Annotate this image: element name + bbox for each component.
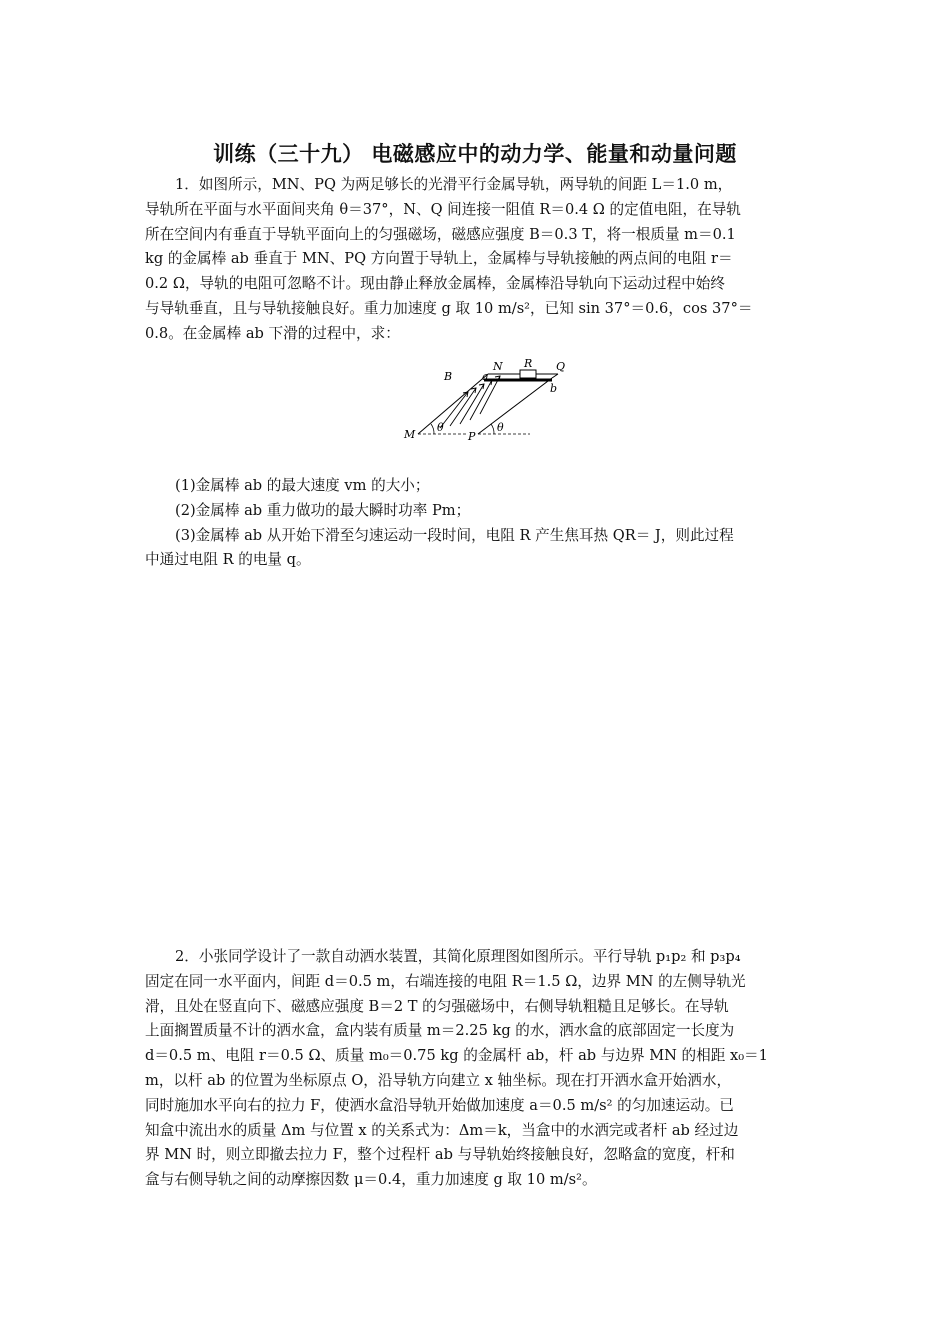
q1-sub-2: (2)金属棒 ab 重力做功的最大瞬时功率 Pm； [175,501,471,519]
q1-sub-3b: 中通过电阻 R 的电量 q。 [145,551,311,569]
q1-sub-1: (1)金属棒 ab 的最大速度 vm 的大小； [175,477,430,494]
q2-line-2: 固定在同一水平面内，间距 d＝0.5 m，右端连接的电阻 R＝1.5 Ω，边界 MN 的左侧导轨光 [145,972,746,990]
label-Q: Q [556,360,566,373]
q1-sub-3a: (3)金属棒 ab 从开始下滑至匀速运动一段时间，电阻 R 产生焦耳热 QR＝ J，则此过程 [175,526,734,544]
q1-line-4: kg 的金属棒 ab 垂直于 MN、PQ 方向置于导轨上，金属棒与导轨接触的两点间的电阻 r＝ [145,250,733,268]
q1-subquestions [145,474,807,573]
label-theta-2: θ [497,421,504,434]
label-M: M [404,428,416,441]
q2-line-4: 上面搁置质量不计的洒水盒，盒内装有质量 m＝2.25 kg 的水，洒水盒的底部固定一长度为 [145,1022,735,1040]
label-P: P [468,430,476,443]
q1-line-6: 与导轨垂直，且与导轨接触良好。重力加速度 g 取 10 m/s²，已知 sin 37°＝0.6，cos 37°＝ [145,299,753,317]
q2-line-1: 2．小张同学设计了一款自动洒水装置，其简化原理图如图所示。平行导轨 p₁p₂ 和 p₃p₄ [175,948,741,965]
q2-line-5: d＝0.5 m、电阻 r＝0.5 Ω、质量 m₀＝0.75 kg 的金属杆 ab，杆 ab 与边界 MN 的相距 x₀＝1 [145,1047,768,1065]
q2-line-8: 知盒中流出水的质量 Δm 与位置 x 的关系式为：Δm＝k，当盒中的水洒完或者杆 ab 经过边 [145,1121,739,1139]
label-b: b [550,382,558,395]
q2-line-10: 盒与右侧导轨之间的动摩擦因数 μ＝0.4，重力加速度 g 取 10 m/s²。 [145,1171,597,1189]
q1-line-7: 0.8。在金属棒 ab 下滑的过程中，求： [145,324,400,342]
question-2 [145,945,807,1193]
label-a: a [482,370,489,383]
incline-rail-diagram [400,354,575,444]
q2-line-6: m，以杆 ab 的位置为坐标原点 O，沿导轨方向建立 x 轴坐标。现在打开洒水盒开始洒水， [145,1071,732,1089]
label-N: N [493,360,503,373]
label-R: R [524,357,533,370]
label-theta-1: θ [437,421,444,434]
q2-line-9: 界 MN 时，则立即撤去拉力 F，整个过程杆 ab 与导轨始终接触良好，忽略盒的宽度，杆和 [145,1146,735,1164]
q1-line-3: 所在空间内有垂直于导轨平面向上的匀强磁场，磁感应强度 B＝0.3 T，将一根质量 m＝0.1 [145,225,736,243]
q1-line-5: 0.2 Ω，导轨的电阻可忽略不计。现由静止释放金属棒，金属棒沿导轨向下运动过程中始终 [145,275,725,293]
page-title: 训练（三十九） 电磁感应中的动力学、能量和动量问题 [213,142,737,166]
q2-line-7: 同时施加水平向右的拉力 F，使洒水盒沿导轨开始做加速度 a＝0.5 m/s² 的匀加速运动。已 [145,1096,734,1114]
q1-line-1: 1．如图所示，MN、PQ 为两足够长的光滑平行金属导轨，两导轨的间距 L＝1.0 m， [175,176,733,193]
question-1 [145,173,807,347]
label-B: B [444,370,453,383]
q2-line-3: 滑，且处在竖直向下、磁感应强度 B＝2 T 的匀强磁场中，右侧导轨粗糙且足够长。在导轨 [145,997,729,1015]
q1-line-2: 导轨所在平面与水平面间夹角 θ＝37°，N、Q 间连接一阻值 R＝0.4 Ω 的定值电阻，在导轨 [145,200,741,218]
